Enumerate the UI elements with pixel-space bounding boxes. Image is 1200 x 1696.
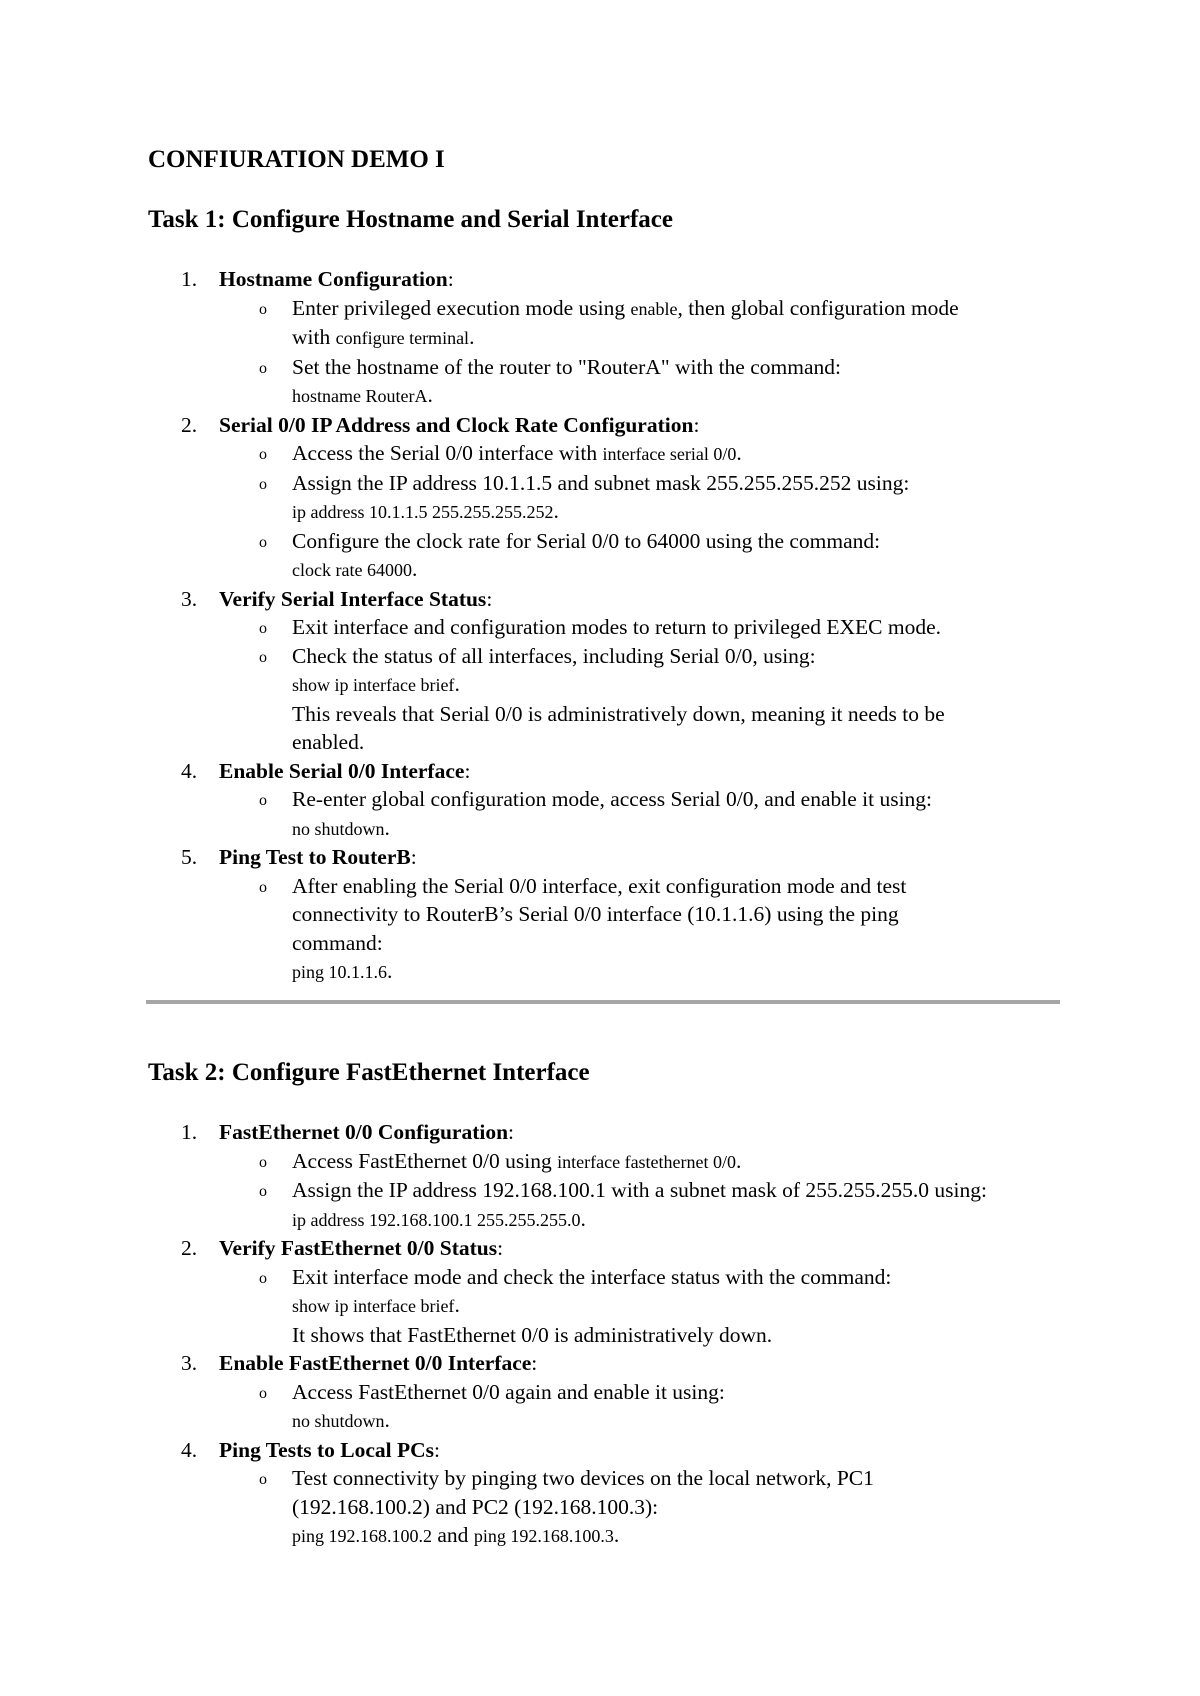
command-text: interface fastethernet 0/0 [557,1151,737,1172]
step-title: Enable FastEthernet 0/0 Interface [219,1351,532,1375]
bullet-o-icon: o [259,1471,267,1488]
step-title: Ping Tests to Local PCs [219,1437,435,1462]
command-text: no shutdown [292,1411,385,1431]
step-title: Enable Serial 0/0 Interface [219,758,465,783]
step-title: Hostname Configuration [219,267,448,291]
step-number: 2. [181,412,198,437]
bullet-item: o Enter privileged execution mode using enable, then global configuration mode with configure terminal. [259,295,959,349]
task-2-steps [148,1118,1078,1551]
bullet-o-icon: o [259,620,267,637]
bullet-o-icon: o [259,1153,267,1171]
bullet-o-icon: o [259,475,267,493]
step-bullets [219,1378,1078,1436]
task-2-step-1: 1. FastEthernet 0/0 Configuration: o Access FastEthernet 0/0 using interface fastethernet 0/0. o Assign the IP address 192.168.100.1 with a subnet mask of 255.255.255.0 using: ip address 192.168.100.1 255.255.255.0. [148,1118,1078,1234]
command-text: show ip interface brief [292,1296,455,1316]
task-1-step-4: 4. Enable Serial 0/0 Interface: o Re-enter global configuration mode, access Serial 0/0, and enable it using: no shutdown. [148,757,1078,844]
bullet-o-icon: o [259,300,267,318]
document-title: CONFIURATION DEMO I [148,146,445,173]
bullet-item: o Access the Serial 0/0 interface with interface serial 0/0. [219,439,1078,469]
task-1-step-1: 1. Hostname Configuration: o Enter privileged execution mode using enable, then global configuration mode with configure terminal. o Set the hostname of the router to "RouterA" with the command: hostname RouterA. [148,265,1078,411]
task-1-heading: Task 1: Configure Hostname and Serial Interface [148,206,673,233]
step-number: 1. [181,267,198,291]
bullet-item: o Assign the IP address 192.168.100.1 with a subnet mask of 255.255.255.0 using: ip address 192.168.100.1 255.255.255.0. [259,1178,987,1231]
step-bullets [219,1147,1078,1235]
bullet-o-icon: o [259,359,267,377]
step-bullets [219,439,1078,585]
bullet-item: o Set the hostname of the router to "RouterA" with the command: hostname RouterA. [259,354,841,407]
step-number: 3. [181,1351,198,1375]
bullet-item: o After enabling the Serial 0/0 interface, exit configuration mode and test connectivity to RouterB’s Serial 0/0 interface (10.1.1.6) using the ping command: ping 10.1.1.6. [259,873,907,983]
step-title: FastEthernet 0/0 Configuration [219,1120,509,1144]
bullet-item: o Access FastEthernet 0/0 using interface fastethernet 0/0. [219,1147,1078,1177]
command-text: hostname RouterA [292,386,428,406]
command-text: enable [630,298,678,319]
bullet-item: o Assign the IP address 10.1.1.5 and subnet mask 255.255.255.252 using: ip address 10.1.1.5 255.255.255.252. [259,470,910,523]
horizontal-divider [146,1000,1060,1004]
command-text: ping 192.168.100.2 [292,1526,433,1546]
step-title: Verify FastEthernet 0/0 Status [219,1236,498,1260]
task-2-heading: Task 2: Configure FastEthernet Interface [148,1059,590,1086]
bullet-o-icon: o [259,1269,267,1287]
bullet-o-icon: o [259,1384,267,1402]
step-number: 3. [181,586,198,611]
bullet-o-icon: o [259,878,267,896]
command-text: ip address 192.168.100.1 255.255.255.0 [292,1209,581,1230]
bullet-o-icon: o [259,446,267,463]
command-text: no shutdown [292,818,385,839]
step-title: Serial 0/0 IP Address and Clock Rate Configuration [219,412,694,437]
task-2-step-4: 4. Ping Tests to Local PCs: o Test connectivity by pinging two devices on the local network, PC1 (192.168.100.2) and PC2 (192.168.100.3): ping 192.168.100.2 and ping 192.168.100.3. [148,1436,1078,1551]
command-text: show ip interface brief [292,675,455,695]
command-text: ping 192.168.100.3 [473,1526,614,1546]
bullet-item: o Test connectivity by pinging two devices on the local network, PC1 (192.168.100.2) and PC2 (192.168.100.3): ping 192.168.100.2 and ping 192.168.100.3. [259,1466,874,1547]
bullet-item: o Exit interface mode and check the interface status with the command: show ip interface brief. It shows that FastEthernet 0/0 is administratively down. [259,1264,892,1347]
bullet-o-icon: o [259,1183,267,1200]
bullet-item: o Exit interface and configuration modes to return to privileged EXEC mode. [219,613,1078,642]
step-number: 4. [181,758,198,783]
command-text: configure terminal [335,328,470,348]
step-title: Verify Serial Interface Status [219,586,487,611]
step-bullets [219,872,1078,987]
bullet-o-icon: o [259,533,267,551]
step-number: 1. [181,1120,198,1144]
bullet-item: o Configure the clock rate for Serial 0/0 to 64000 using the command: clock rate 64000. [259,528,881,581]
bullet-o-icon: o [259,648,267,666]
step-bullets [219,785,1078,843]
step-number: 2. [181,1236,198,1260]
task-1-step-3: 3. Verify Serial Interface Status: o Exit interface and configuration modes to return to privileged EXEC mode. o Check the status of all interfaces, including Serial 0/0, using: show ip interface brief. This reveals that Serial 0/0 is administratively down, meaning it needs to be enabled. [148,585,1078,757]
command-text: clock rate 64000 [292,560,412,580]
command-text: ping 10.1.1.6 [292,962,388,982]
task-1-step-5: 5. Ping Test to RouterB: o After enabling the Serial 0/0 interface, exit configuration mode and test connectivity to RouterB’s Serial 0/0 interface (10.1.1.6) using the ping command: ping 10.1.1.6. [148,843,1078,987]
step-title: Ping Test to RouterB [219,845,411,869]
command-text: interface serial 0/0 [602,444,737,464]
step-bullets [219,1263,1078,1350]
command-text: ip address 10.1.1.5 255.255.255.252 [292,502,554,522]
step-number: 4. [181,1437,198,1462]
step-bullets [219,1464,1078,1551]
task-1-step-2: 2. Serial 0/0 IP Address and Clock Rate Configuration: o Access the Serial 0/0 interface with interface serial 0/0. o Assign the IP address 10.1.1.5 and subnet mask 255.255.255.252 using: ip address 10.1.1.5 255.255.255.252. o Configure the clock rate for Serial 0/0 to 64000 using the command: clock rate 64000. [148,411,1078,585]
step-bullets [219,613,1078,757]
bullet-item: o Check the status of all interfaces, including Serial 0/0, using: show ip interface brief. This reveals that Serial 0/0 is administratively down, meaning it needs to be enabled. [259,643,945,754]
bullet-item: o Re-enter global configuration mode, access Serial 0/0, and enable it using: no shutdown. [259,787,933,840]
step-number: 5. [181,845,198,869]
step-bullets [219,294,1078,411]
task-1-steps [148,265,1078,987]
task-2-step-2: 2. Verify FastEthernet 0/0 Status: o Exit interface mode and check the interface status with the command: show ip interface brief. It shows that FastEthernet 0/0 is administratively down. [148,1234,1078,1349]
bullet-item: o Access FastEthernet 0/0 again and enable it using: no shutdown. [259,1379,725,1432]
bullet-o-icon: o [259,792,267,809]
task-2-step-3: 3. Enable FastEthernet 0/0 Interface: o Access FastEthernet 0/0 again and enable it using: no shutdown. [148,1349,1078,1436]
